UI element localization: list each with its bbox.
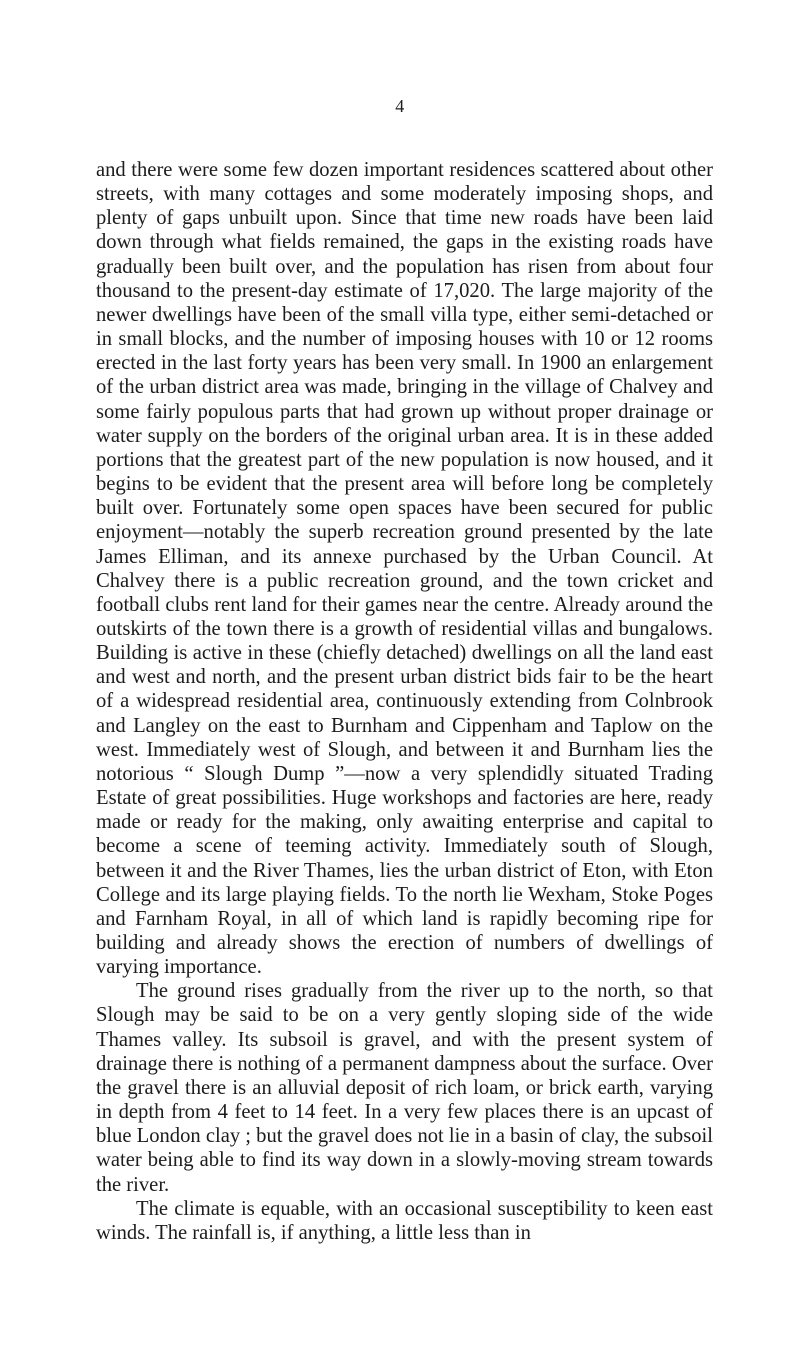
body-text xyxy=(96,158,713,1245)
paragraph-3: The climate is equable, with an occasional susceptibility to keen east winds. The rainfall is, if anything, a little less than in xyxy=(96,1197,713,1244)
page-number: 4 xyxy=(395,96,405,116)
paragraph-1: and there were some few dozen important residences scattered about other streets, with many cottages and some moderately imposing shops, and plenty of gaps unbuilt upon. Since that time new roads have been laid down through what fields remained, the gaps in the existing roads have gradually been built over, and the population has risen from about four thousand to the present-day estimate of 17,020. The large majority of the newer dwellings have been of the small villa type, either semi-detached or in small blocks, and the number of imposing houses with 10 or 12 rooms erected in the last forty years has been very small. In 1900 an enlargement of the urban district area was made, bringing in the village of Chalvey and some fairly populous parts that had grown up without proper drainage or water supply on the borders of the original urban area. It is in these added portions that the greatest part of the new population is now housed, and it begins to be evident that the present area will before long be completely built over. Fortunately some open spaces have been secured for public enjoyment—notably the superb recreation ground presented by the late James Elliman, and its annexe purchased by the Urban Council. At Chalvey there is a public recreation ground, and the town cricket and football clubs rent land for their games near the centre. Already around the outskirts of the town there is a growth of residential villas and bungalows. Building is active in these (chiefly detached) dwellings on all the land east and west and north, and the present urban district bids fair to be the heart of a widespread residential area, continuously extending from Colnbrook and Langley on the east to Burnham and Cippenham and Taplow on the west. Immediately west of Slough, and between it and Burnham lies the notorious “ Slough Dump ”—now a very splendidly situated Trading Estate of great possibilities. Huge workshops and factories are here, ready made or ready for the making, only awaiting enterprise and capital to become a scene of teeming activity. Immediately south of Slough, between it and the River Thames, lies the urban district of Eton, with Eton College and its large playing fields. To the north lie Wexham, Stoke Poges and Farnham Royal, in all of which land is rapidly becoming ripe for building and already shows the erection of numbers of dwellings of varying importance. xyxy=(96,159,713,979)
paragraph-2: The ground rises gradually from the river up to the north, so that Slough may be said to be on a very gently sloping side of the wide Thames valley. Its subsoil is gravel, and with the present system of drainage there is nothing of a permanent dampness about the surface. Over the gravel there is an alluvial deposit of rich loam, or brick earth, varying in depth from 4 feet to 14 feet. In a very few places there is an upcast of blue London clay ; but the gravel does not lie in a basin of clay, the subsoil water being able to find its way down in a slowly-moving stream towards the river. xyxy=(96,980,713,1196)
